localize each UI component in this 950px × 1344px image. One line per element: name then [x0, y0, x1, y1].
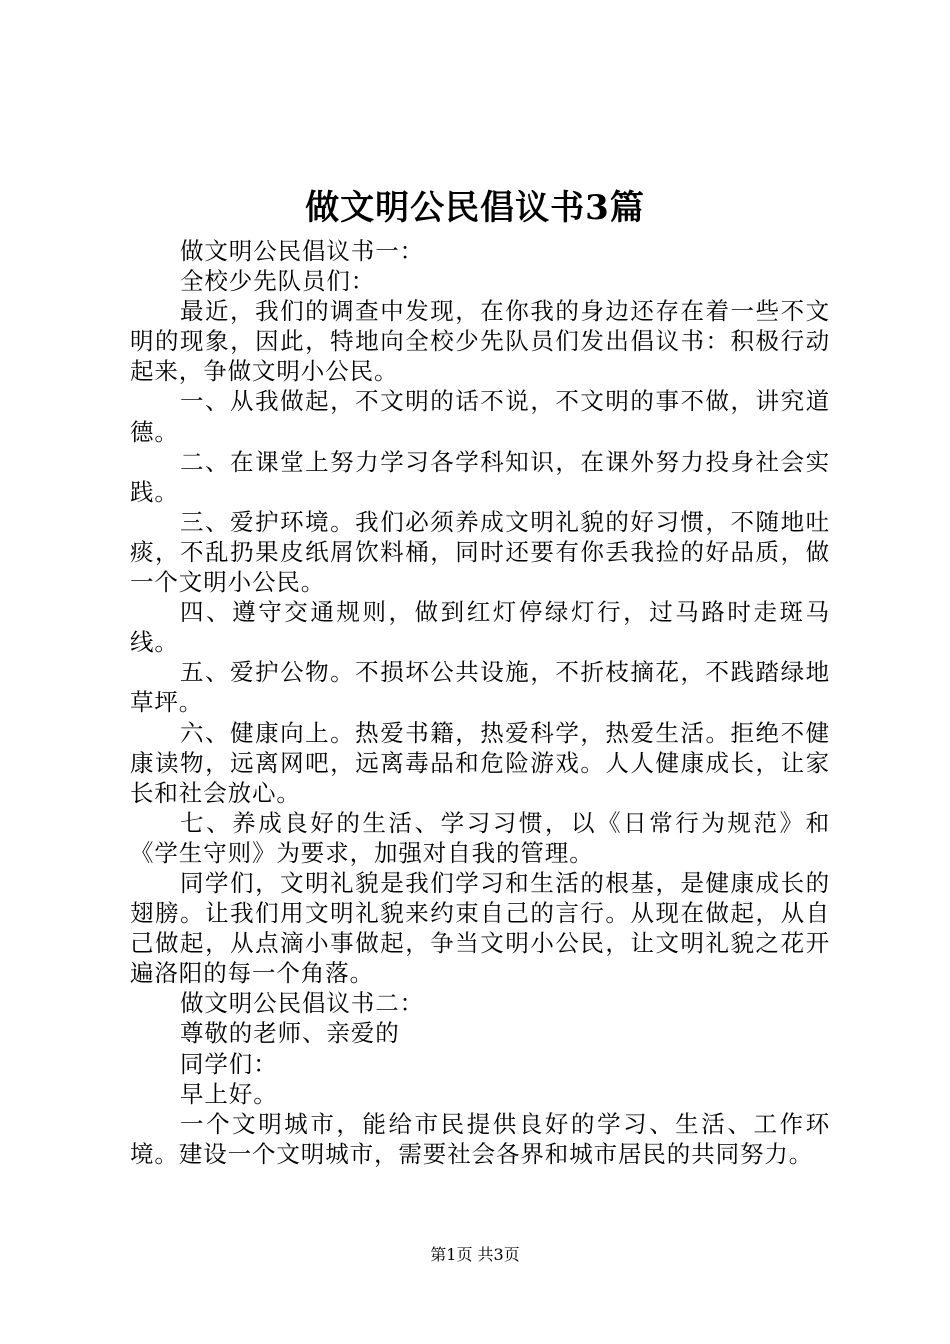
- paragraph: 早上好。: [180, 1079, 278, 1108]
- paragraph: 五、爱护公物。不损坏公共设施，不折枝摘花，不践踏绿地草坪。: [130, 658, 830, 717]
- paragraph: 二、在课堂上努力学习各学科知识，在课外努力投身社会实践。: [130, 447, 830, 506]
- paragraph: 最近，我们的调查中发现，在你我的身边还存在着一些不文明的现象，因此，特地向全校少先队员们发出倡议书：积极行动起来，争做文明小公民。: [130, 297, 830, 386]
- paragraph: 做文明公民倡议书二：: [180, 989, 424, 1018]
- document-body: [130, 236, 830, 1169]
- paragraph: 尊敬的老师、亲爱的: [180, 1019, 400, 1048]
- paragraph: 三、爱护环境。我们必须养成文明礼貌的好习惯，不随地吐痰，不乱扔果皮纸屑饮料桶，同时还要有你丢我捡的好品质，做一个文明小公民。: [130, 507, 830, 597]
- paragraph: 一、从我做起，不文明的话不说，不文明的事不做，讲究道德。: [130, 387, 830, 446]
- document-title: 做文明公民倡议书3篇: [305, 188, 645, 228]
- paragraph: 七、养成良好的生活、学习习惯，以《日常行为规范》和《学生守则》为要求，加强对自我的管理。: [130, 808, 830, 867]
- paragraph: 同学们，文明礼貌是我们学习和生活的根基，是健康成长的翅膀。让我们用文明礼貌来约束自己的言行。从现在做起，从自己做起，从点滴小事做起，争当文明小公民，让文明礼貌之花开遍洛阳的每一个角落。: [130, 868, 830, 988]
- paragraph: 一个文明城市，能给市民提供良好的学习、生活、工作环境。建设一个文明城市，需要社会各界和城市居民的共同努力。: [130, 1109, 830, 1168]
- page-footer: 第1页 共3页: [430, 1245, 520, 1264]
- paragraph: 做文明公民倡议书一：: [180, 237, 424, 265]
- paragraph: 同学们：: [180, 1049, 278, 1078]
- paragraph: 四、遵守交通规则，做到红灯停绿灯行，过马路时走斑马线。: [130, 598, 830, 657]
- paragraph: 全校少先队员们：: [180, 267, 376, 296]
- paragraph: 六、健康向上。热爱书籍，热爱科学，热爱生活。拒绝不健康读物，远离网吧，远离毒品和危险游戏。人人健康成长，让家长和社会放心。: [130, 718, 830, 807]
